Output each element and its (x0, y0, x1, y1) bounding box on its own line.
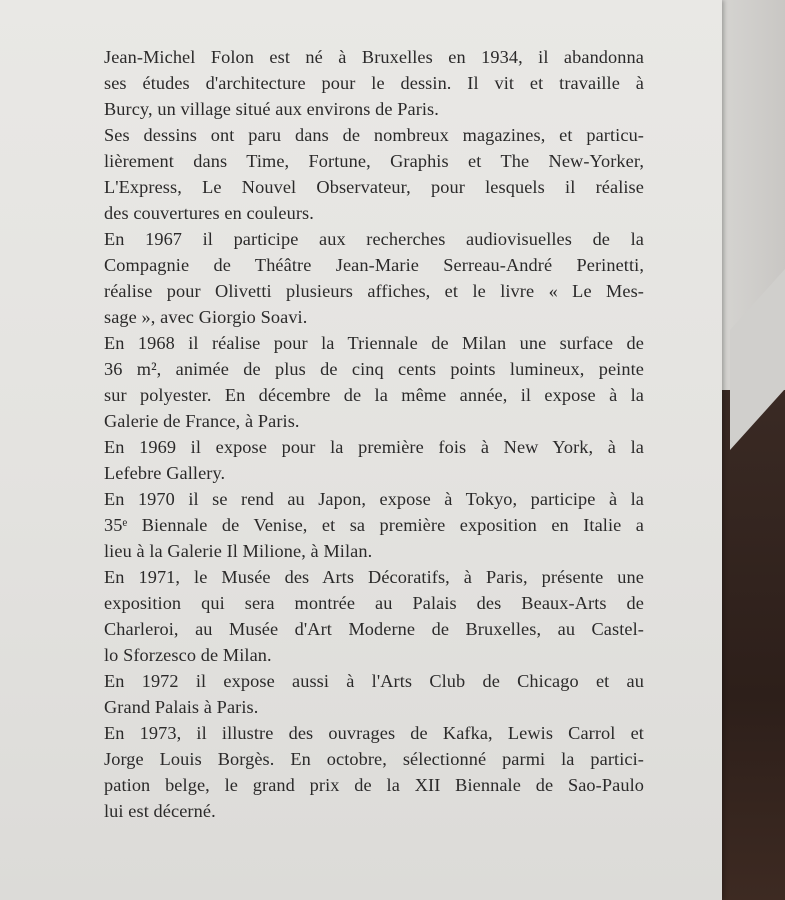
text-line: Jean-Michel Folon est né à Bruxelles en 1934, il abandonna (104, 47, 644, 67)
text-line: pation belge, le grand prix de la XII Biennale de Sao-Paulo (104, 775, 644, 795)
text-line: L'Express, Le Nouvel Observateur, pour lesquels il réalise (104, 177, 644, 197)
text-line: En 1971, le Musée des Arts Décoratifs, à Paris, présente une (104, 567, 644, 587)
text-line: Lefebre Gallery. (104, 463, 226, 483)
paragraph (104, 720, 644, 824)
text-line: sur polyester. En décembre de la même année, il expose à la (104, 385, 644, 405)
text-line: sage », avec Giorgio Soavi. (104, 307, 308, 327)
text-line: En 1969 il expose pour la première fois à New York, à la (104, 437, 644, 457)
text-line: En 1973, il illustre des ouvrages de Kafka, Lewis Carrol et (104, 723, 644, 743)
text-line: lui est décerné. (104, 801, 216, 821)
text-line: En 1970 il se rend au Japon, expose à Tokyo, participe à la (104, 489, 644, 509)
biography-text (104, 44, 644, 824)
paragraph (104, 44, 644, 122)
text-line: exposition qui sera montrée au Palais des Beaux-Arts de (104, 593, 644, 613)
text-line: Ses dessins ont paru dans de nombreux magazines, et particu- (104, 125, 644, 145)
paragraph (104, 122, 644, 226)
text-line: Charleroi, au Musée d'Art Moderne de Bruxelles, au Castel- (104, 619, 644, 639)
text-line: Grand Palais à Paris. (104, 697, 259, 717)
text-line: En 1968 il réalise pour la Triennale de Milan une surface de (104, 333, 644, 353)
text-line: En 1972 il expose aussi à l'Arts Club de Chicago et au (104, 671, 644, 691)
text-line: ses études d'architecture pour le dessin. Il vit et travaille à (104, 73, 644, 93)
paragraph (104, 434, 644, 486)
text-line: réalise pour Olivetti plusieurs affiches, et le livre « Le Mes- (104, 281, 644, 301)
text-line: 35ᵉ Biennale de Venise, et sa première exposition en Italie a (104, 515, 644, 535)
text-line: lieu à la Galerie Il Milione, à Milan. (104, 541, 373, 561)
paragraph (104, 486, 644, 564)
paragraph (104, 668, 644, 720)
text-line: Compagnie de Théâtre Jean-Marie Serreau-André Perinetti, (104, 255, 644, 275)
paragraph (104, 564, 644, 668)
paragraph (104, 330, 644, 434)
text-line: des couvertures en couleurs. (104, 203, 314, 223)
paragraph (104, 226, 644, 330)
text-line: En 1967 il participe aux recherches audiovisuelles de la (104, 229, 644, 249)
text-line: lièrement dans Time, Fortune, Graphis et The New-Yorker, (104, 151, 644, 171)
text-line: Jorge Louis Borgès. En octobre, sélectionné parmi la partici- (104, 749, 644, 769)
text-line: lo Sforzesco de Milan. (104, 645, 272, 665)
text-line: 36 m², animée de plus de cinq cents points lumineux, peinte (104, 359, 644, 379)
text-line: Burcy, un village situé aux environs de Paris. (104, 99, 439, 119)
text-line: Galerie de France, à Paris. (104, 411, 300, 431)
